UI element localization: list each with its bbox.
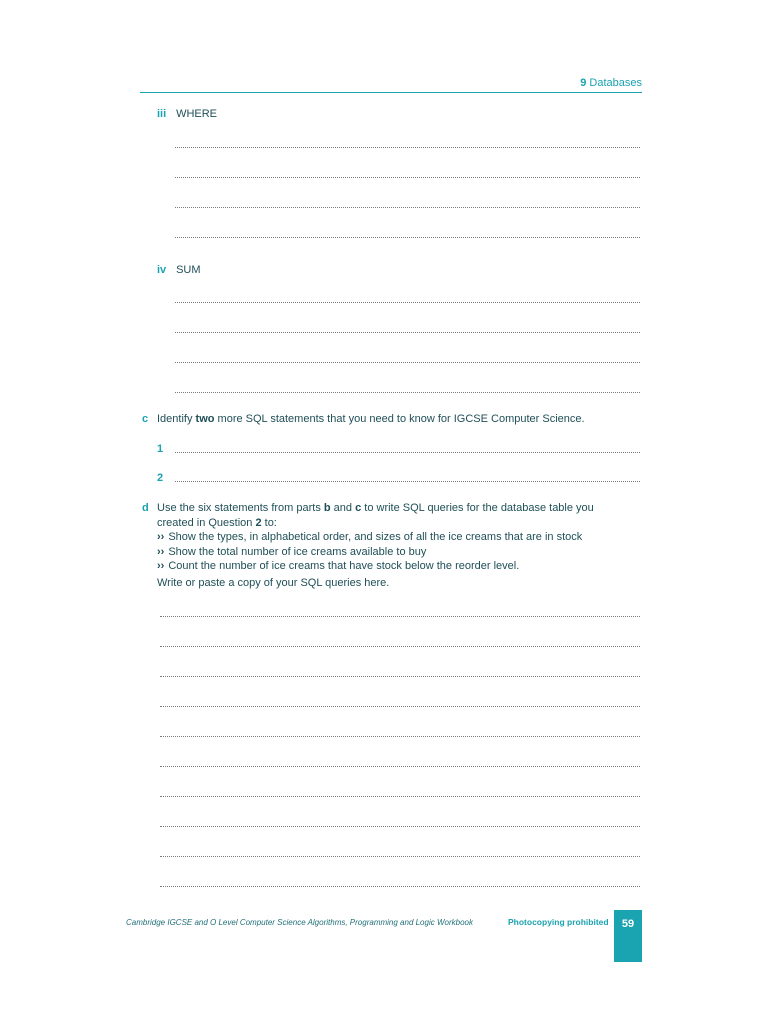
bullet-item xyxy=(142,559,594,574)
chapter-title: Databases xyxy=(589,77,642,89)
answer-line[interactable] xyxy=(160,616,640,617)
answer-line[interactable] xyxy=(175,452,640,453)
running-header xyxy=(580,77,642,89)
bullet-chevron-icon: ›› xyxy=(157,560,165,572)
answer-line[interactable] xyxy=(175,147,640,148)
question-b-iii-keyword: WHERE xyxy=(176,108,218,120)
question-b-iv xyxy=(157,264,201,276)
question-d-text: and xyxy=(330,502,356,514)
question-d-line-1 xyxy=(142,501,594,516)
bullet-text: Show the total number of ice creams available to buy xyxy=(168,545,427,558)
footer-book-title: Cambridge IGCSE and O Level Computer Science Algorithms, Programming and Logic Workbook xyxy=(126,918,473,927)
question-d-label: d xyxy=(142,502,149,514)
answer-line[interactable] xyxy=(175,302,640,303)
answer-line[interactable] xyxy=(175,392,640,393)
answer-line[interactable] xyxy=(175,177,640,178)
bullet-item xyxy=(142,545,594,560)
question-c-answer-2 xyxy=(157,472,173,484)
question-d-line-2 xyxy=(142,516,594,531)
question-c-text-after: more SQL statements that you need to know for IGCSE Computer Science. xyxy=(214,413,585,425)
question-d-ref-b: b xyxy=(323,502,331,514)
question-c-label: c xyxy=(142,413,149,425)
answer-line[interactable] xyxy=(160,706,640,707)
page-number: 59 xyxy=(621,918,635,930)
answer-line[interactable] xyxy=(160,886,640,887)
answer-number: 2 xyxy=(157,472,164,484)
question-d-text: created in Question xyxy=(157,516,256,529)
answer-line[interactable] xyxy=(160,826,640,827)
footer-copyright-notice: Photocopying prohibited xyxy=(508,917,609,927)
question-b-iv-number: iv xyxy=(157,264,167,276)
question-c-text-bold: two xyxy=(195,413,215,425)
answer-line[interactable] xyxy=(175,207,640,208)
bullet-chevron-icon: ›› xyxy=(157,545,165,558)
bullet-item xyxy=(142,530,594,545)
answer-line[interactable] xyxy=(160,736,640,737)
question-c xyxy=(142,412,585,427)
question-d-text: Use the six statements from parts xyxy=(157,502,324,514)
question-d-text: to write SQL queries for the database table you xyxy=(361,502,594,514)
question-d-instruction: Write or paste a copy of your SQL queries here. xyxy=(157,576,390,589)
answer-line[interactable] xyxy=(160,766,640,767)
question-d-text: to: xyxy=(261,516,277,529)
question-c-text-before: Identify xyxy=(157,413,196,425)
answer-number: 1 xyxy=(157,443,164,455)
question-d-ref-c: c xyxy=(355,502,362,514)
answer-line[interactable] xyxy=(175,332,640,333)
bullet-text: Count the number of ice creams that have stock below the reorder level. xyxy=(168,560,520,572)
answer-line[interactable] xyxy=(175,237,640,238)
answer-line[interactable] xyxy=(175,362,640,363)
question-b-iii xyxy=(157,108,217,120)
chapter-number: 9 xyxy=(580,77,587,89)
answer-line[interactable] xyxy=(160,676,640,677)
question-d-ref-question: 2 xyxy=(255,516,262,529)
page-number-tab xyxy=(614,910,642,962)
answer-line[interactable] xyxy=(175,481,640,482)
answer-line[interactable] xyxy=(160,646,640,647)
question-b-iii-number: iii xyxy=(157,108,167,120)
answer-line[interactable] xyxy=(160,796,640,797)
question-d xyxy=(142,501,594,590)
question-c-answer-1 xyxy=(157,443,173,455)
answer-line[interactable] xyxy=(160,856,640,857)
question-b-iv-keyword: SUM xyxy=(176,264,201,276)
header-rule xyxy=(140,92,642,93)
bullet-chevron-icon: ›› xyxy=(157,531,165,543)
bullet-text: Show the types, in alphabetical order, and sizes of all the ice creams that are in stock xyxy=(168,531,583,543)
